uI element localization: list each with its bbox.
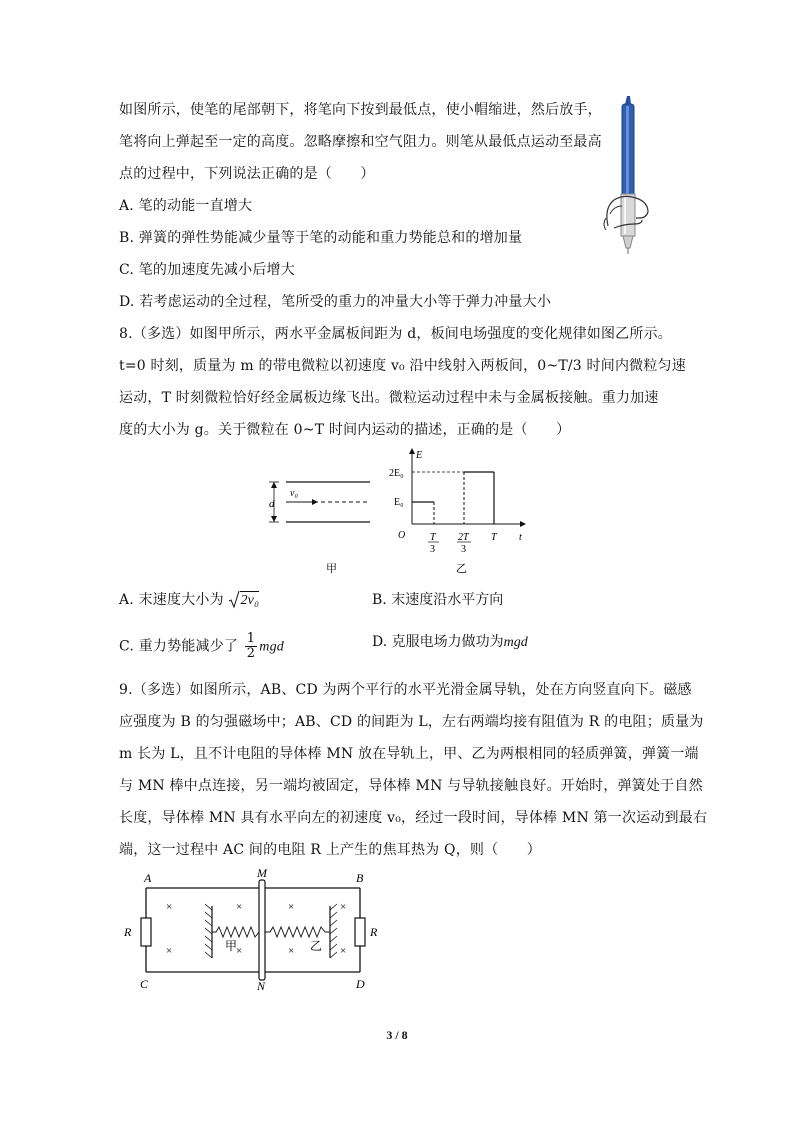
sqrt-sign-icon: [228, 590, 240, 610]
q8-fig-v0-label: v₀: [290, 488, 298, 499]
q9-label-c: C: [140, 977, 149, 991]
q9-stem-line1: 9.（多选）如图所示，AB、CD 为两个平行的水平光滑金属导轨，处在方向竖直向下。磁感: [119, 682, 692, 698]
q8-tick-2t3-num: 2T: [458, 532, 469, 543]
q9-field-cross-8: ×: [340, 945, 347, 957]
q8-fig-d-label: d: [269, 498, 275, 510]
q8-option-d-prefix: D. 克服电场力做功为: [372, 634, 504, 650]
q8-tick-t-label: T: [491, 532, 497, 543]
q8-tick-2t3-den: 3: [461, 544, 466, 555]
q9-field-cross-7: ×: [340, 901, 347, 913]
q9-stem-line2: 应强度为 B 的匀强磁场中；AB、CD 的间距为 L，左右两端均接有阻值为 R 的电阻；质量为: [119, 714, 704, 730]
q7-stem-line3: 点的过程中，下列说法正确的是（ ）: [119, 166, 375, 182]
pen-in-hand-figure: [600, 96, 660, 254]
q9-label-n: N: [257, 979, 266, 993]
q8-option-d: [372, 632, 528, 653]
q8-tick-t3-num: T: [430, 532, 436, 543]
q8-option-c-fraction: [245, 632, 257, 661]
q8-e0-label: E₀: [394, 497, 404, 508]
q9-field-cross-3: ×: [236, 901, 243, 913]
q9-label-jia: 甲: [225, 939, 238, 953]
q9-field-cross-5: ×: [288, 901, 295, 913]
q8-origin-label: O: [398, 530, 406, 541]
q9-stem-line3: m 长为 L，且不计电阻的导体棒 MN 放在导轨上，甲、乙为两根相同的轻质弹簧，弹簧一端: [119, 746, 699, 762]
q8-axis-t-label: t: [519, 532, 522, 543]
q9-stem-line5: 长度，导体棒 MN 具有水平向左的初速度 v₀，经过一段时间，导体棒 MN 第一次运动到最右: [119, 810, 708, 826]
q8-axis-e-label: E: [416, 450, 423, 461]
q8-figure-jia: [260, 470, 390, 580]
q7-option-a: A. 笔的动能一直增大: [119, 198, 253, 214]
q9-label-m: M: [257, 866, 267, 880]
q9-field-cross-1: ×: [166, 901, 173, 913]
q9-label-d: D: [356, 977, 365, 991]
q8-option-b: B. 末速度沿水平方向: [372, 592, 504, 608]
q8-stem-line4: 度的大小为 g。关于微粒在 0~T 时间内运动的描述，正确的是（ ）: [119, 422, 571, 438]
q8-option-c: [119, 632, 284, 661]
q8-option-c-suffix: mgd: [259, 639, 284, 655]
q7-stem-line2: 笔将向上弹起至一定的高度。忽略摩擦和空气阻力。则笔从最低点运动至最高: [119, 134, 602, 150]
q8-2e0-label: 2E₀: [389, 468, 404, 479]
q7-option-d: D. 若考虑运动的全过程，笔所受的重力的冲量大小等于弹力冲量大小: [119, 294, 552, 310]
q8-option-a-math: 2v₀: [240, 593, 260, 608]
q8-figure-yi: [389, 446, 532, 578]
q9-label-r-right: R: [370, 925, 378, 939]
q8-option-c-num: 1: [246, 631, 256, 646]
q8-option-a-prefix: A. 末速度大小为: [119, 592, 224, 608]
q9-rail-figure: [118, 866, 388, 994]
q8-option-c-prefix: C. 重力势能减少了: [119, 638, 239, 655]
q8-fig-jia-caption: 甲: [326, 563, 337, 575]
q8-stem-line3: 运动，T 时刻微粒恰好经金属板边缘飞出。微粒运动过程中未与金属板接触。重力加速: [119, 390, 659, 406]
q7-stem-line1: 如图所示，使笔的尾部朝下，将笔向下按到最低点，使小帽缩进，然后放手，: [119, 102, 602, 118]
q9-stem-line4: 与 MN 棒中点连接，另一端均被固定，导体棒 MN 与导轨接触良好。开始时，弹簧处于自然: [119, 778, 703, 794]
q8-fig-yi-caption: 乙: [456, 563, 467, 575]
q8-stem-line1: 8.（多选）如图甲所示，两水平金属板间距为 d，板间电场强度的变化规律如图乙所示。: [119, 326, 672, 342]
q9-field-cross-4: ×: [236, 945, 243, 957]
q8-option-c-den: 2: [246, 646, 256, 661]
q9-field-cross-2: ×: [166, 945, 173, 957]
q9-stem-line6: 端，这一过程中 AC 间的电阻 R 上产生的焦耳热为 Q，则（ ）: [119, 842, 541, 858]
q8-option-d-math: mgd: [503, 635, 528, 650]
q7-option-c: C. 笔的加速度先减小后增大: [119, 262, 295, 278]
q9-field-cross-6: ×: [288, 945, 295, 957]
q8-stem-line2: t=0 时刻，质量为 m 的带电微粒以初速度 v₀ 沿中线射入两板间，0~T/3 时间内微粒匀速: [119, 358, 686, 374]
q9-label-yi: 乙: [310, 939, 323, 953]
q8-option-a: [119, 590, 259, 611]
page-number: 3 / 8: [386, 1028, 408, 1042]
q7-option-b: B. 弹簧的弹性势能减少量等于笔的动能和重力势能总和的增加量: [119, 230, 523, 246]
q9-label-a: A: [144, 871, 152, 885]
q8-tick-t3-den: 3: [430, 544, 435, 555]
q9-label-b: B: [356, 871, 364, 885]
q9-label-r-left: R: [124, 925, 132, 939]
